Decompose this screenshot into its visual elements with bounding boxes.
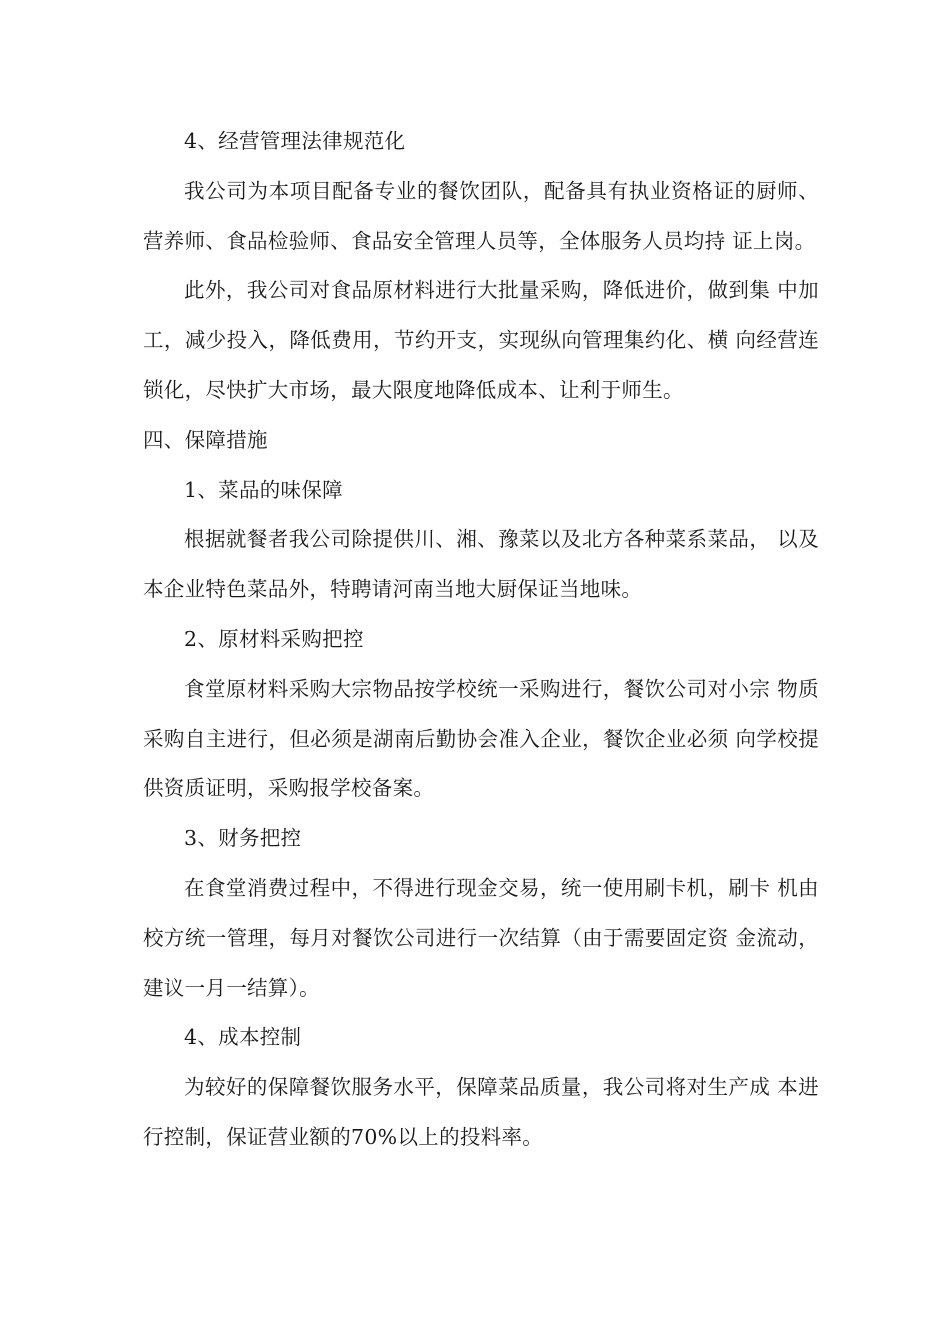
paragraph-team: 我公司为本项目配备专业的餐饮团队，配备具有执业资格证的厨师、营养师、食品检验师、食品安全管理人员等，全体服务人员均持 证上岗。: [143, 178, 819, 253]
chapter-heading-measures: 四、保障措施: [143, 427, 268, 452]
paragraph-materials: 食堂原材料采购大宗物品按学校统一采购进行，餐饮公司对小宗 物质采购自主进行，但必须是湖南后勤协会准入企业，餐饮企业必须 向学校提供资质证明，采购报学校备案。: [143, 676, 819, 801]
section-heading-materials: 2、原材料采购把控: [184, 626, 364, 651]
paragraph-taste: 根据就餐者我公司除提供川、湘、豫菜以及北方各种菜系菜品， 以及本企业特色菜品外，特聘请河南当地大厨保证当地味。: [143, 527, 819, 602]
section-heading-finance: 3、财务把控: [184, 826, 302, 851]
section-heading-legal: 4、经营管理法律规范化: [184, 129, 406, 153]
section-heading-cost: 4、成本控制: [184, 1025, 302, 1050]
paragraph-procurement: 此外，我公司对食品原材料进行大批量采购，降低进价，做到集 中加工，减少投入，降低费用，节约开支，实现纵向管理集约化、横 向经营连锁化，尽快扩大市场，最大限度地降低成本、让利于师生。: [143, 278, 819, 402]
paragraph-cost: 为较好的保障餐饮服务水平，保障菜品质量，我公司将对生产成 本进行控制，保证营业额的70%以上的投料率。: [143, 1075, 819, 1149]
paragraph-finance: 在食堂消费过程中，不得进行现金交易，统一使用刷卡机，刷卡 机由校方统一管理，每月对餐饮公司进行一次结算（由于需要固定资 金流动，建议一月一结算）。: [143, 875, 819, 1000]
section-heading-taste: 1、菜品的味保障: [184, 477, 343, 502]
document-body: [143, 117, 819, 1163]
